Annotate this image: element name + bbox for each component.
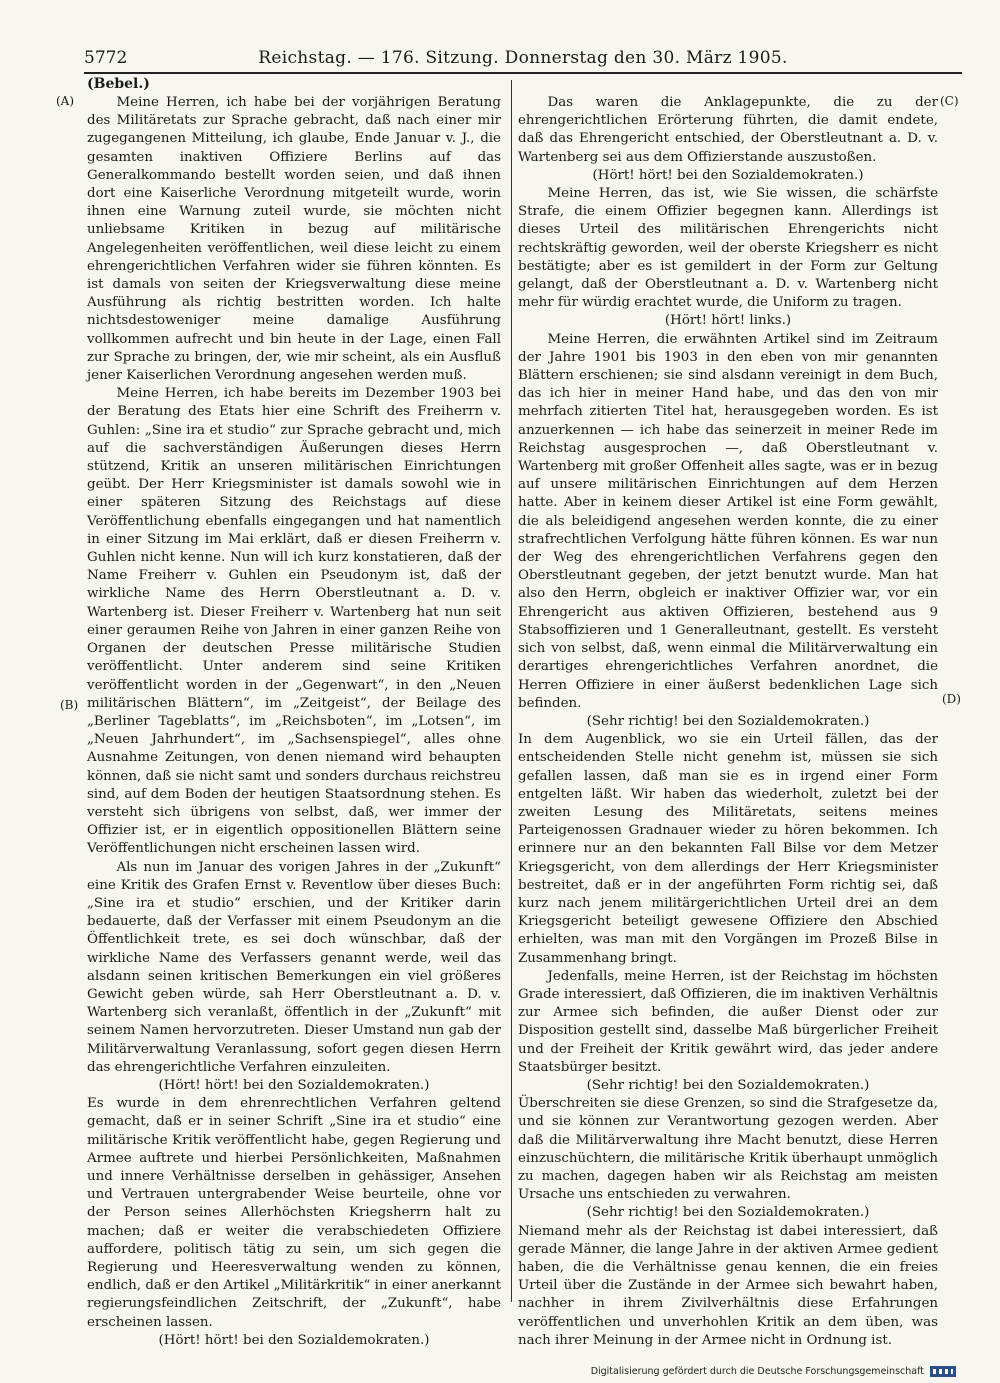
margin-mark-c: (C) [940, 94, 959, 108]
interjection: (Sehr richtig! bei den Sozialdemokraten.) [586, 713, 870, 729]
interjection: (Hört! hört! bei den Sozialdemokraten.) [592, 167, 864, 183]
footer-credit: Digitalisierung gefördert durch die Deutsche Forschungsgemeinschaft [590, 1366, 924, 1377]
paragraph: Meine Herren, ich habe bei der vorjährigen Beratung des Militäretats zur Sprache gebracht, daß nach einer mir zugegangenen Mitteilung, ich glaube, Ende Januar v. J., die gesamten inaktiven Offiziere Berlins auf das Generalkommando bestellt worden seien, und daß ihnen dort eine Kaiserliche Verordnung mitgeteilt wurde, worin ihnen eine Warnung zuteil wurde, sie möchten nicht unliebsame Kritiken in bezug auf militärische Angelegenheiten veröffentlichen, weil diese leicht zu einem ehrengerichtlichen Verfahren wider sie führen könnten. Es ist damals von seiten der Kriegsverwaltung diese meine Ausführung als richtig bestritten worden. Ich halte nichtsdestoweniger meine damalige Ausführung vollkommen aufrecht und bin heute in der Lage, einen Fall zur Sprache zu bringen, der, wie mir scheint, als ein Ausfluß jener Kaiserlichen Verordnung angesehen werden muß. [87, 95, 501, 384]
margin-mark-a: (A) [56, 94, 75, 108]
paragraph: Überschreiten sie diese Grenzen, so sind die Strafgesetze da, und sie können zur Verantwortung gezogen werden. Aber daß die Militärverwaltung ihre Macht benutzt, diese Herren einzuschüchtern, die militärische Kritik überhaupt unmöglich zu machen, dagegen haben wir als Reichstag am meisten Ursache uns entschieden zu verwahren. [518, 1096, 938, 1203]
interjection: (Sehr richtig! bei den Sozialdemokraten.) [586, 1205, 870, 1221]
page-footer [591, 1366, 956, 1377]
interjection: (Sehr richtig! bei den Sozialdemokraten.) [586, 1077, 870, 1093]
interjection: (Hört! hört! bei den Sozialdemokraten.) [158, 1077, 430, 1093]
interjection: (Hört! hört! links.) [664, 313, 792, 329]
dfg-logo-icon [930, 1366, 956, 1377]
speaker-label: (Bebel.) [87, 76, 150, 92]
paragraph: Meine Herren, das ist, wie Sie wissen, die schärfste Strafe, die einem Offizier begegnen kann. Allerdings ist dieses Urteil des militärischen Ehrengerichts nicht rechtskräftig geworden, weil der oberste Kriegsherr es nicht bestätigte; aber es ist gemildert in der Form zur Geltung gelangt, daß der Oberstleutnant a. D. v. Wartenberg nicht mehr für würdig erachtet wurde, die Uniform zu tragen. [518, 186, 938, 311]
header-rule [84, 72, 962, 74]
left-text-column [87, 94, 501, 1348]
paragraph: Jedenfalls, meine Herren, ist der Reichstag im höchsten Grade interessiert, daß Offizieren, die im inaktiven Verhältnis zur Armee sich befinden, die außer Dienst oder zur Disposition gestellt sind, dasselbe Maß bürgerlicher Freiheit und der Freiheit der Kritik gewährt wird, das jeder andere Staatsbürger besitzt. [518, 968, 938, 1075]
paragraph: Meine Herren, ich habe bereits im Dezember 1903 bei der Beratung des Etats hier eine Schrift des Freiherrn v. Guhlen: „Sine ira et studio“ zur Sprache gebracht und, mich auf die sachverständigen Äußerungen dieses Herrn stützend, Kritik an unseren militärischen Einrichtungen geübt. Der Herr Kriegsminister ist damals sowohl wie in einer späteren Sitzung des Reichstags auf diese Veröffentlichung ebenfalls eingegangen und hat namentlich in einer Sitzung im Mai erklärt, daß er diesen Freiherrn v. Guhlen nicht kenne. Nun will ich kurz konstatieren, daß der Name Freiherr v. Guhlen ein Pseudonym ist, daß der wirkliche Name des Herrn Oberstleutnant a. D. v. Wartenberg ist. Dieser Freiherr v. Wartenberg hat nun seit einer geraumen Reihe von Jahren in einer ganzen Reihe von Organen der deutschen Presse militärische Studien veröffentlicht. Unter anderem sind seine Kritiken veröffentlicht worden in der „Gegenwart“, in den „Neuen militärischen Blättern“, im „Zeitgeist“, der Beilage des „Berliner Tageblatts“, im „Reichsboten“, im „Lotsen“, im „Neuen Jahrhundert“, im „Sachsenspiegel“, alles ohne Ausnahme Zeitungen, von denen niemand wird behaupten können, daß sie nicht samt und sonders durchaus reichstreu sind, auf dem Boden der heutigen Staatsordnung stehen. Es versteht sich übrigens von selbst, daß, wer immer der Offizier ist, er in eigentlich oppositionellen Blättern seine Veröffentlichungen nicht erscheinen lassen wird. [87, 386, 501, 857]
page-header [84, 48, 962, 72]
column-divider [511, 80, 512, 1302]
margin-mark-d: (D) [942, 692, 961, 706]
paragraph: Das waren die Anklagepunkte, die zu der ehrengerichtlichen Erörterung führten, die damit endete, daß das Ehrengericht entschied, der Oberstleutnant a. D. v. Wartenberg sei aus dem Offizierstande auszustoßen. [518, 95, 938, 165]
right-text-column [518, 94, 938, 1348]
paragraph: Als nun im Januar des vorigen Jahres in der „Zukunft“ eine Kritik des Grafen Ernst v. Reventlow über dieses Buch: „Sine ira et studio“ erschien, und der Kritiker darin bedauerte, daß der Verfasser mit einem Pseudonym an die Öffentlichkeit trete, es sei doch wünschbar, daß der wirkliche Name des Verfassers genannt werde, weil das alsdann seinen kritischen Bemerkungen ein viel größeres Gewicht geben würde, sah Herr Oberstleutnant a. D. v. Wartenberg sich veranlaßt, öffentlich in der „Zukunft“ mit seinem Namen hervorzutreten. Dieser Umstand nun gab der Militärverwaltung Veranlassung, sofort gegen diesen Herrn das ehrengerichtliche Verfahren einzuleiten. [87, 859, 501, 1075]
interjection: (Hört! hört! bei den Sozialdemokraten.) [158, 1332, 430, 1348]
page-number: 5772 [84, 48, 128, 68]
margin-mark-b: (B) [60, 698, 79, 712]
page-title: Reichstag. — 176. Sitzung. Donnerstag den 30. März 1905. [258, 48, 788, 68]
paragraph: Meine Herren, die erwähnten Artikel sind im Zeitraum der Jahre 1901 bis 1903 in den eben von mir genannten Blättern erschienen; sie sind alsdann vereinigt in dem Buch, das ich hier in meiner Hand habe, und das den von mir mehrfach zitierten Titel hat, herausgegeben worden. Es ist anzuerkennen — ich habe das seinerzeit in meiner Rede im Reichstag ausgesprochen —, daß Oberstleutnant v. Wartenberg mit großer Offenheit alles sagte, was er in bezug auf unsere militärischen Einrichtungen auf dem Herzen hatte. Aber in keinem dieser Artikel ist eine Form gewählt, die als beleidigend angesehen werden konnte, die zu einer strafrechtlichen Verfolgung hätte führen können. Es war nun der Weg des ehrengerichtlichen Verfahrens gegen den Oberstleutnant gegeben, der jetzt benutzt wurde. Man hat also den Herrn, obgleich er inaktiver Offizier war, vor ein Ehrengericht aus aktiven Offizieren, bestehend aus 9 Stabsoffizieren und 1 Generalleutnant, gestellt. Es versteht sich von selbst, daß, wenn einmal die Militärverwaltung ein derartiges ehrengerichtliches Verfahren anordnet, die Herren Offiziere in einer äußerst bedenklichen Lage sich befinden. [518, 331, 938, 711]
paragraph: Es wurde in dem ehrenrechtlichen Verfahren geltend gemacht, daß er in seiner Schrift „Sine ira et studio“ eine militärische Kritik veröffentlicht habe, gegen Regierung und Armee auftrete und hierbei Persönlichkeiten, Maßnahmen und innere Verhältnisse derselben in gehässiger, Ansehen und Vertrauen untergrabender Weise beurteile, ohne vor der Person seines Allerhöchsten Kriegsherrn halt zu machen; daß er weiter die verabschiedeten Offiziere auffordere, politisch tätig zu sein, um sich gegen die Regierung und Heeresverwaltung wenden zu können, endlich, daß er den Artikel „Militärkritik“ in einer anerkannt regierungsfeindlichen Zeitschrift, der „Zukunft“, habe erscheinen lassen. [87, 1096, 501, 1330]
paragraph: In dem Augenblick, wo sie ein Urteil fällen, das der entscheidenden Stelle nicht genehm ist, müssen sie sich gefallen lassen, daß man sie es in irgend einer Form entgelten läßt. Wir haben das wiederholt, zuletzt bei der zweiten Lesung des Militäretats, seitens meines Parteigenossen Gradnauer wieder zu hören bekommen. Ich erinnere nur an den bekannten Fall Bilse vor dem Metzer Kriegsgericht, von dem allerdings der Herr Kriegsminister bestreitet, daß er in der angeführten Form richtig sei, daß kurz nach jenem militärgerichtlichen Urteil drei an dem Kriegsgericht beteiligt gewesene Offiziere den Abschied erhielten, was man mit den Vorgängen im Prozeß Bilse in Zusammenhang bringt. [518, 732, 938, 966]
paragraph: Niemand mehr als der Reichstag ist dabei interessiert, daß gerade Männer, die lange Jahre in der aktiven Armee gedient haben, die die Verhältnisse genau kennen, die ein freies Urteil über die Zustände in der Armee sich bewahrt haben, nachher in ihrem Zivilverhältnis diese Erfahrungen veröffentlichen und unverhohlen Kritik an dem üben, was nach ihrer Meinung in der Armee nicht in Ordnung ist. [518, 1223, 938, 1348]
